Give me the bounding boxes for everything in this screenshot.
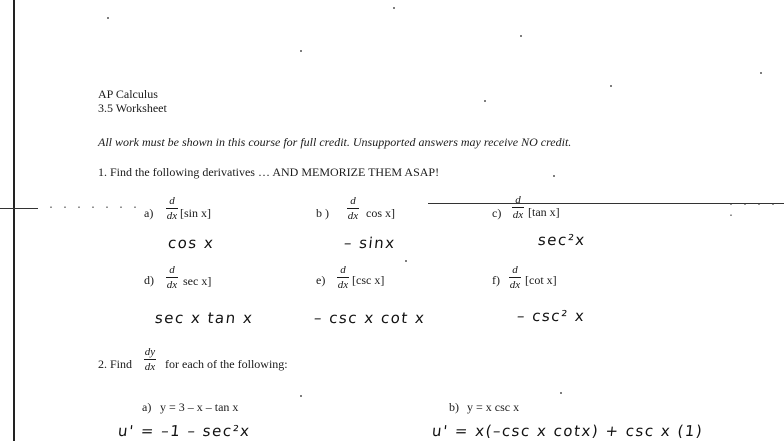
q2-expression-a: y = 3 – x – tan x (160, 400, 239, 414)
dx-denominator: dx (166, 279, 178, 291)
q2-label-b: b) (449, 400, 459, 414)
q1-expression-c: [tan x] (528, 205, 560, 219)
margin-line (13, 0, 15, 441)
q1-label-a: a) (144, 206, 154, 220)
q1-label-f: f) (492, 273, 500, 287)
q2-label-a: a) (142, 400, 152, 414)
scan-speck (393, 7, 395, 9)
scan-speck (553, 175, 555, 177)
d-numerator: d (169, 264, 175, 276)
dx-denominator: dx (512, 209, 524, 221)
q1-label-e: e) (316, 273, 326, 287)
scan-speck (300, 395, 302, 397)
scan-speck (610, 85, 612, 87)
q1-label-d: d) (144, 273, 154, 287)
d-numerator: d (169, 195, 175, 207)
q1-derivative-operator-e (337, 264, 349, 291)
dx-denominator: dx (509, 279, 521, 291)
dx-denominator: dx (166, 210, 178, 222)
q2-expression-b: y = x csc x (467, 400, 520, 414)
q1-expression-a: [sin x] (180, 206, 211, 220)
q1-derivative-operator-d (166, 264, 178, 291)
q1-answer-c: sec²x (537, 231, 587, 249)
q1-answer-a: cos x (167, 234, 216, 252)
q1-derivative-operator-c (512, 194, 524, 221)
worksheet-title: 3.5 Worksheet (98, 101, 167, 115)
question-2-prompt-rest: for each of the following: (165, 357, 288, 371)
q2-answer-a: u' = –1 – sec²x (117, 422, 252, 440)
course-title: AP Calculus (98, 87, 158, 101)
dx-denominator: dx (337, 279, 349, 291)
question-1-prompt: 1. Find the following derivatives … AND MEMORIZE THEM ASAP! (98, 165, 440, 179)
scan-speck (520, 35, 522, 37)
scan-speck (760, 72, 762, 74)
question-2-find: 2. Find (98, 357, 133, 371)
dy-numerator: dy (144, 346, 156, 358)
q1-expression-e: [csc x] (352, 273, 385, 287)
q1-answer-e: – csc x cot x (313, 309, 427, 327)
q1-answer-d: sec x tan x (154, 309, 255, 327)
q1-expression-b: cos x] (366, 206, 395, 220)
dy-dx-fraction (144, 346, 156, 373)
d-numerator: d (340, 264, 346, 276)
q1-derivative-operator-a (166, 195, 178, 222)
instructions: All work must be shown in this course for full credit. Unsupported answers may receive NO credit. (98, 135, 572, 149)
q1-answer-b: – sinx (343, 234, 397, 252)
scan-dots: · · · · · · · (48, 203, 140, 214)
scan-speck (300, 50, 302, 52)
d-numerator: d (515, 194, 521, 206)
scan-speck (560, 392, 562, 394)
d-numerator: d (512, 264, 518, 276)
q1-expression-f: [cot x] (525, 273, 557, 287)
scan-dots-right: · · · · · (728, 200, 778, 222)
q2-answer-b: u' = x(–csc x cotx) + csc x (1) (431, 422, 705, 440)
d-numerator: d (350, 195, 356, 207)
scan-speck (405, 260, 407, 262)
dx-denominator: dx (347, 210, 359, 222)
q1-label-b: b ) (316, 206, 329, 220)
q1-derivative-operator-b (347, 195, 359, 222)
scan-speck (484, 100, 486, 102)
q1-expression-d: sec x] (183, 274, 212, 288)
q1-label-c: c) (492, 206, 502, 220)
scan-line-left (0, 208, 38, 209)
dx-denominator: dx (144, 361, 156, 373)
scan-speck (107, 17, 109, 19)
q1-derivative-operator-f (509, 264, 521, 291)
q1-answer-f: – csc² x (516, 307, 587, 325)
